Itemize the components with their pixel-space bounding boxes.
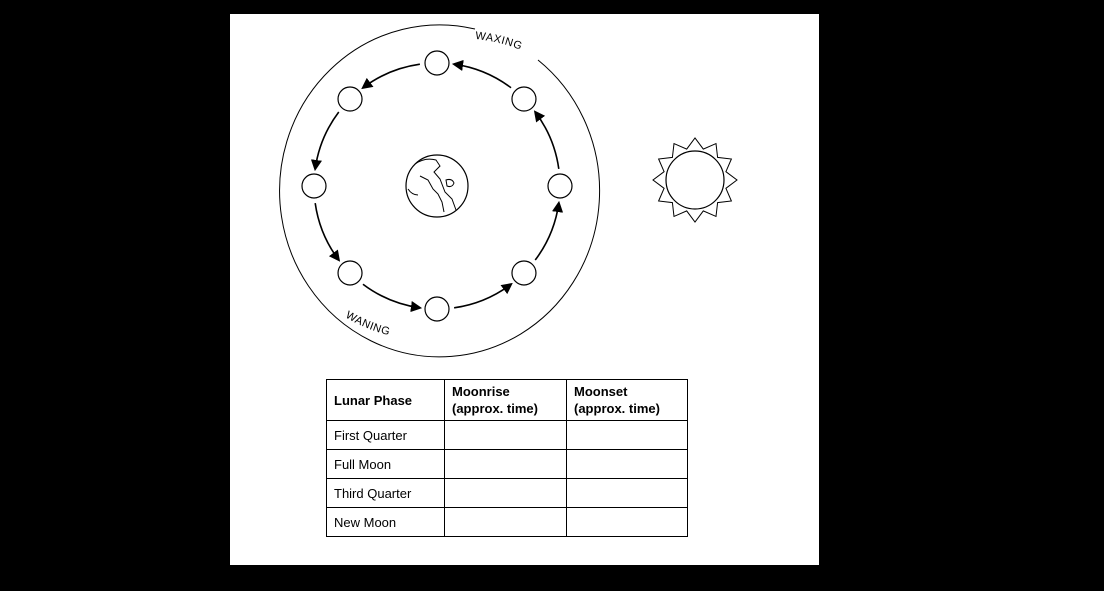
phase-cell: New Moon — [327, 508, 445, 537]
orbit-arrow — [315, 112, 339, 169]
phase-cell: Full Moon — [327, 450, 445, 479]
lunar-phase-table — [326, 379, 688, 537]
table-row — [327, 479, 688, 508]
moon-icon — [425, 297, 449, 321]
moonset-input-cell[interactable] — [567, 421, 688, 450]
phase-cell: Third Quarter — [327, 479, 445, 508]
moonrise-input-cell[interactable] — [445, 508, 567, 537]
svg-text:WAXING — [475, 30, 524, 53]
moonset-input-cell[interactable] — [567, 508, 688, 537]
moonrise-input-cell[interactable] — [445, 421, 567, 450]
waxing-label: WAXING — [474, 29, 524, 53]
phase-cell: First Quarter — [327, 421, 445, 450]
orbit-arrow — [535, 112, 559, 169]
header-moonrise: Moonrise (approx. time) — [445, 380, 567, 421]
moon-icon — [548, 174, 572, 198]
earth-icon — [406, 155, 468, 217]
moon-icon — [512, 87, 536, 111]
svg-text:WANING — [343, 309, 391, 338]
worksheet-panel — [230, 14, 819, 565]
waning-label: WANING — [343, 309, 392, 339]
table-row — [327, 421, 688, 450]
moonset-input-cell[interactable] — [567, 479, 688, 508]
table-header-row — [327, 380, 688, 421]
orbit-arrow — [363, 64, 420, 88]
orbit-arrow — [315, 203, 339, 260]
orbit-arrow — [363, 284, 420, 308]
moon-icon — [512, 261, 536, 285]
moonrise-input-cell[interactable] — [445, 450, 567, 479]
sun-icon — [653, 138, 737, 222]
orbit-arrow — [454, 284, 511, 308]
orbit-arrow — [454, 64, 511, 88]
moon-icon — [338, 87, 362, 111]
moon-icon — [425, 51, 449, 75]
moonrise-input-cell[interactable] — [445, 479, 567, 508]
header-lunar-phase: Lunar Phase — [327, 380, 445, 421]
moonset-input-cell[interactable] — [567, 450, 688, 479]
moon-orbit-diagram — [230, 14, 819, 374]
moon-icon — [302, 174, 326, 198]
header-moonset: Moonset (approx. time) — [567, 380, 688, 421]
table-row — [327, 508, 688, 537]
moon-icon — [338, 261, 362, 285]
table-row — [327, 450, 688, 479]
orbit-arrow — [535, 203, 559, 260]
